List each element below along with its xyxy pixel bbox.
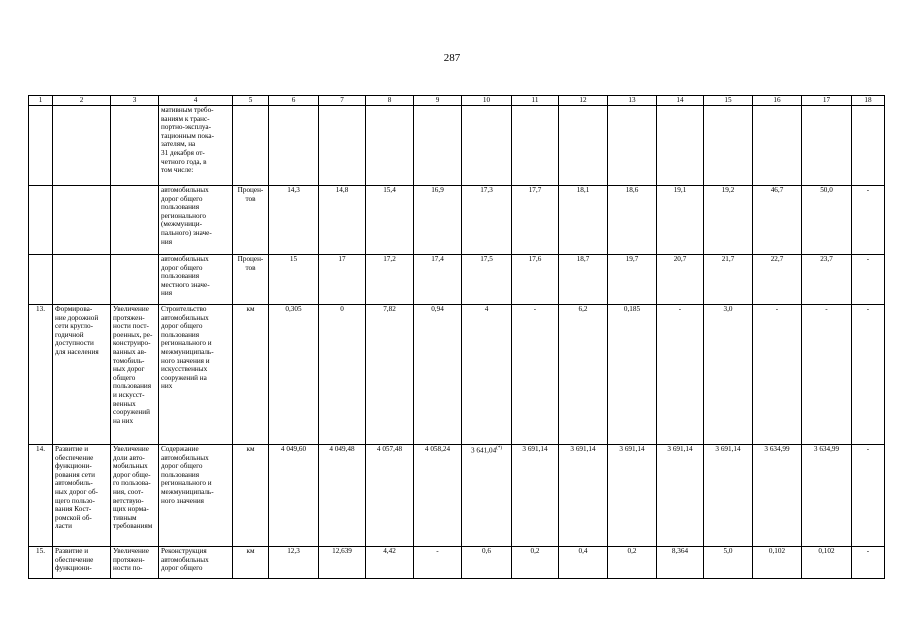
last-cell: - xyxy=(852,255,885,305)
value-cell: 0,305 xyxy=(269,305,319,445)
footnote-mark: (*) xyxy=(496,446,502,451)
value-cell: 46,7 xyxy=(753,186,802,255)
value-cell: 0,102 xyxy=(753,547,802,579)
value-cell: 17,7 xyxy=(512,186,559,255)
value-cell: 17,6 xyxy=(512,255,559,305)
value-cell: 4 xyxy=(462,305,512,445)
value-text: 3 641,04 xyxy=(471,446,497,455)
table-row xyxy=(29,106,885,186)
value-cell xyxy=(269,106,319,186)
value-cell xyxy=(704,106,753,186)
value-cell: 0,185 xyxy=(608,305,657,445)
last-cell: - xyxy=(852,445,885,547)
value-cell xyxy=(462,106,512,186)
indicator-cell: мативным требо- ваниям к транс- портно-эксплуа- тационным пока- зателям, на 31 декабря от- четного года, в том числе: xyxy=(159,106,233,186)
row-number: 14. xyxy=(29,445,53,547)
header-cell: 13 xyxy=(608,96,657,106)
value-cell: 4,42 xyxy=(366,547,414,579)
header-cell: 5 xyxy=(233,96,269,106)
value-cell: 3 691,14 xyxy=(657,445,704,547)
indicator-cell: автомобильных дорог общего пользования регионального (межмуници- пального) значе- ния xyxy=(159,186,233,255)
value-cell: 0,94 xyxy=(414,305,462,445)
table-row xyxy=(29,255,885,305)
last-cell: - xyxy=(852,547,885,579)
value-cell: - xyxy=(802,305,852,445)
value-cell: - xyxy=(414,547,462,579)
last-cell xyxy=(852,106,885,186)
header-cell: 3 xyxy=(111,96,159,106)
header-cell: 16 xyxy=(753,96,802,106)
value-cell: 18,7 xyxy=(559,255,608,305)
value-cell xyxy=(657,106,704,186)
indicator-cell: автомобильных дорог общего пользования местного значе- ния xyxy=(159,255,233,305)
goal-cell xyxy=(53,106,111,186)
unit-cell: км xyxy=(233,305,269,445)
header-cell: 8 xyxy=(366,96,414,106)
goal-cell: Развитие и обеспечение функциони- xyxy=(53,547,111,579)
header-cell: 14 xyxy=(657,96,704,106)
header-row xyxy=(29,96,885,106)
row-number: 13. xyxy=(29,305,53,445)
value-cell: 15 xyxy=(269,255,319,305)
header-cell: 1 xyxy=(29,96,53,106)
value-cell: - xyxy=(753,305,802,445)
header-cell: 2 xyxy=(53,96,111,106)
task-cell xyxy=(111,186,159,255)
value-cell: - xyxy=(512,305,559,445)
indicator-cell: Содержание автомобильных дорог общего пользования регионального и межмуниципаль- ного значения xyxy=(159,445,233,547)
value-cell: 17 xyxy=(319,255,366,305)
page-number: 287 xyxy=(443,52,461,64)
unit-cell: Процен- тов xyxy=(233,255,269,305)
value-cell: 0,2 xyxy=(608,547,657,579)
value-cell: 18,6 xyxy=(608,186,657,255)
value-cell: 19,1 xyxy=(657,186,704,255)
header-cell: 7 xyxy=(319,96,366,106)
value-cell: 22,7 xyxy=(753,255,802,305)
task-cell: Увеличение доли авто- мобильных дорог обще- го пользова- ния, соот- ветствую- щих норма- тивным требованиям xyxy=(111,445,159,547)
value-cell: 8,364 xyxy=(657,547,704,579)
value-cell: 18,1 xyxy=(559,186,608,255)
value-cell: 19,2 xyxy=(704,186,753,255)
value-cell xyxy=(753,106,802,186)
value-cell: 3 691,14 xyxy=(559,445,608,547)
value-cell xyxy=(608,106,657,186)
header-cell: 11 xyxy=(512,96,559,106)
indicator-cell: Реконструкция автомобильных дорог общего xyxy=(159,547,233,579)
value-cell: 17,5 xyxy=(462,255,512,305)
value-cell: 50,0 xyxy=(802,186,852,255)
value-cell: 15,4 xyxy=(366,186,414,255)
value-cell xyxy=(512,106,559,186)
header-cell: 10 xyxy=(462,96,512,106)
value-cell: - xyxy=(657,305,704,445)
value-cell xyxy=(366,106,414,186)
value-cell: 12,3 xyxy=(269,547,319,579)
value-cell: 14,8 xyxy=(319,186,366,255)
goal-cell xyxy=(53,255,111,305)
header-cell: 6 xyxy=(269,96,319,106)
value-cell: 23,7 xyxy=(802,255,852,305)
goal-cell: Формирова- ние дорожной сети кругло- годичной доступности для населения xyxy=(53,305,111,445)
goal-cell: Развитие и обеспечение функциони- рования сети автомобиль- ных дорог об- щего пользо- вания Кост- ромской об- ласти xyxy=(53,445,111,547)
value-cell: 4 049,60 xyxy=(269,445,319,547)
last-cell: - xyxy=(852,305,885,445)
value-cell: 0,102 xyxy=(802,547,852,579)
unit-cell xyxy=(233,106,269,186)
value-cell: 17,4 xyxy=(414,255,462,305)
table-row xyxy=(29,547,885,579)
value-cell: 17,2 xyxy=(366,255,414,305)
value-cell-footnoted xyxy=(462,445,512,547)
row-number xyxy=(29,106,53,186)
value-cell: 3 634,99 xyxy=(753,445,802,547)
value-cell: 0 xyxy=(319,305,366,445)
unit-cell: км xyxy=(233,445,269,547)
row-number xyxy=(29,255,53,305)
goal-cell xyxy=(53,186,111,255)
value-cell: 3,0 xyxy=(704,305,753,445)
value-cell: 16,9 xyxy=(414,186,462,255)
value-cell xyxy=(559,106,608,186)
value-cell: 0,4 xyxy=(559,547,608,579)
value-cell: 0,6 xyxy=(462,547,512,579)
value-cell: 12,639 xyxy=(319,547,366,579)
row-number xyxy=(29,186,53,255)
value-cell xyxy=(319,106,366,186)
value-cell: 3 691,14 xyxy=(704,445,753,547)
value-cell: 7,82 xyxy=(366,305,414,445)
value-cell: 14,3 xyxy=(269,186,319,255)
header-cell: 4 xyxy=(159,96,233,106)
table-row xyxy=(29,305,885,445)
value-cell: 19,7 xyxy=(608,255,657,305)
value-cell: 3 634,99 xyxy=(802,445,852,547)
row-number: 15. xyxy=(29,547,53,579)
header-cell: 18 xyxy=(852,96,885,106)
indicator-cell: Строительство автомобильных дорог общего пользования регионального и межмуниципаль- ного значения и искусственных сооружений на них xyxy=(159,305,233,445)
value-cell: 4 049,48 xyxy=(319,445,366,547)
unit-cell: Процен- тов xyxy=(233,186,269,255)
last-cell: - xyxy=(852,186,885,255)
value-cell: 5,0 xyxy=(704,547,753,579)
unit-cell: км xyxy=(233,547,269,579)
value-cell: 4 058,24 xyxy=(414,445,462,547)
value-cell xyxy=(802,106,852,186)
value-cell: 20,7 xyxy=(657,255,704,305)
header-cell: 17 xyxy=(802,96,852,106)
task-cell xyxy=(111,255,159,305)
value-cell: 6,2 xyxy=(559,305,608,445)
table-row xyxy=(29,445,885,547)
table-row xyxy=(29,186,885,255)
value-cell: 21,7 xyxy=(704,255,753,305)
value-cell: 0,2 xyxy=(512,547,559,579)
data-table xyxy=(28,95,885,579)
task-cell xyxy=(111,106,159,186)
header-cell: 15 xyxy=(704,96,753,106)
value-cell: 3 691,14 xyxy=(512,445,559,547)
task-cell: Увеличение протяжен- ности пост- роенных, ре- конструиро- ванных ав- томобиль- ных дорог общего пользования и искусст- венных сооружений на них xyxy=(111,305,159,445)
header-cell: 12 xyxy=(559,96,608,106)
value-cell: 3 691,14 xyxy=(608,445,657,547)
value-cell: 17,3 xyxy=(462,186,512,255)
header-cell: 9 xyxy=(414,96,462,106)
value-cell: 4 057,48 xyxy=(366,445,414,547)
task-cell: Увеличение протяжен- ности по- xyxy=(111,547,159,579)
value-cell xyxy=(414,106,462,186)
